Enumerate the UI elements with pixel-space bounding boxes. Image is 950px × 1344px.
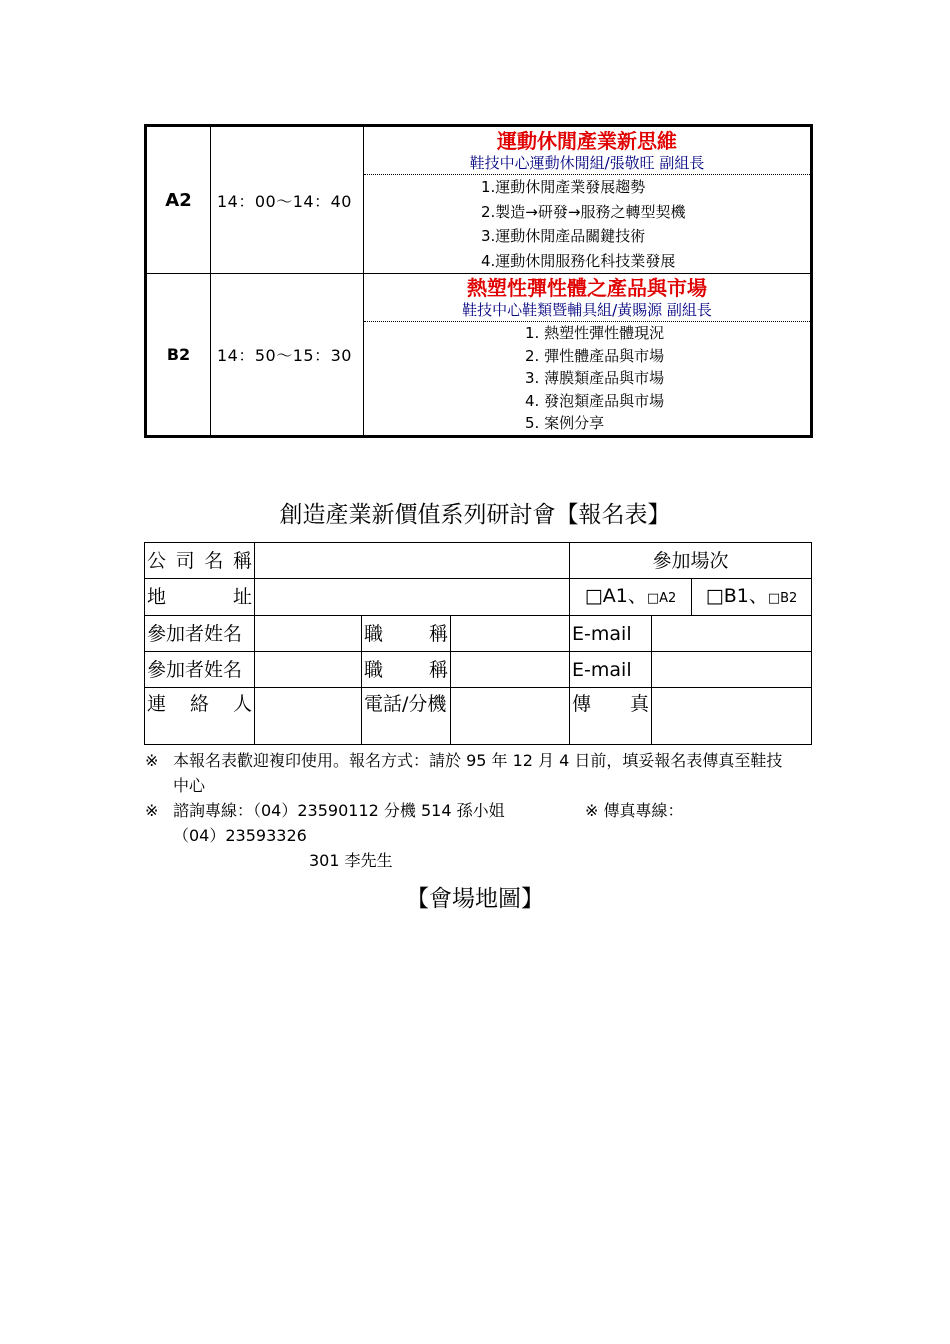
job-title-label: 職稱 bbox=[362, 652, 451, 688]
session-points bbox=[364, 175, 810, 273]
note-fax-number: （04）23593326 bbox=[173, 826, 307, 845]
session-a-options[interactable] bbox=[570, 579, 692, 616]
email-label: E-mail bbox=[570, 652, 652, 688]
participant-name-field[interactable] bbox=[255, 652, 362, 688]
session-b2-checkbox[interactable]: □B2 bbox=[767, 590, 798, 606]
form-row-company bbox=[145, 543, 812, 579]
note-fax-label: ※ 傳真專線： bbox=[585, 801, 684, 820]
form-row-participant-1 bbox=[145, 616, 812, 652]
form-row-contact bbox=[145, 688, 812, 745]
company-label: 公司名稱 bbox=[145, 543, 255, 579]
session-a2-checkbox[interactable]: □A2 bbox=[646, 590, 677, 606]
session-row-a2 bbox=[146, 126, 812, 274]
note-mark: ※ bbox=[145, 801, 159, 820]
fax-field[interactable] bbox=[652, 688, 812, 745]
session-topic bbox=[364, 274, 812, 437]
fax-label: 傳真 bbox=[570, 688, 652, 745]
note-registration: 本報名表歡迎複印使用。報名方式：請於 95 年 12 月 4 日前，填妥報名表傳真至鞋技 bbox=[173, 751, 783, 770]
session-topic bbox=[364, 126, 812, 274]
email-field[interactable] bbox=[652, 616, 812, 652]
session-time: 14：50～15：30 bbox=[211, 274, 364, 437]
note-inquiry: 諮詢專線：（04）23590112 分機 514 孫小姐 bbox=[173, 801, 505, 820]
session-point: 4.運動休閒服務化科技業發展 bbox=[481, 251, 676, 270]
job-title-field[interactable] bbox=[451, 652, 570, 688]
session-header: 參加場次 bbox=[570, 543, 812, 579]
session-code: A2 bbox=[146, 126, 211, 274]
session-point: 3. 薄膜類產品與市場 bbox=[525, 369, 665, 387]
phone-label: 電話/分機 bbox=[362, 688, 451, 745]
job-title-label: 職稱 bbox=[362, 616, 451, 652]
session-time: 14：00～14：40 bbox=[211, 126, 364, 274]
participant-name-field[interactable] bbox=[255, 616, 362, 652]
session-point: 2. 彈性體產品與市場 bbox=[525, 346, 665, 365]
schedule-table bbox=[144, 124, 813, 438]
session-title: 運動休閒產業新思維 bbox=[497, 129, 677, 153]
contact-label: 連絡人 bbox=[145, 688, 255, 745]
session-speaker: 鞋技中心運動休閒組/張敬旺 副組長 bbox=[364, 154, 810, 175]
session-speaker: 鞋技中心鞋類暨輔具組/黃賜源 副組長 bbox=[364, 301, 810, 322]
form-row-participant-2 bbox=[145, 652, 812, 688]
map-title: 【會場地圖】 bbox=[406, 886, 544, 912]
session-b-options[interactable] bbox=[692, 579, 812, 616]
participant-label: 參加者姓名 bbox=[145, 616, 255, 652]
email-label: E-mail bbox=[570, 616, 652, 652]
form-row-address bbox=[145, 579, 812, 616]
session-row-b2 bbox=[146, 274, 812, 437]
address-label: 地址 bbox=[145, 579, 255, 616]
session-points bbox=[364, 322, 810, 435]
note-mark: ※ bbox=[145, 751, 159, 770]
participant-label: 參加者姓名 bbox=[145, 652, 255, 688]
session-b1-checkbox[interactable]: □B1、 bbox=[705, 584, 768, 607]
contact-field[interactable] bbox=[255, 688, 362, 745]
session-point: 4. 發泡類產品與市場 bbox=[525, 391, 665, 410]
session-point: 2.製造→研發→服務之轉型契機 bbox=[481, 202, 686, 221]
session-code: B2 bbox=[146, 274, 211, 437]
company-field[interactable] bbox=[255, 543, 570, 579]
form-title: 創造產業新價值系列研討會【報名表】 bbox=[279, 502, 671, 528]
note-registration-cont: 中心 bbox=[173, 776, 206, 795]
job-title-field[interactable] bbox=[451, 616, 570, 652]
phone-field[interactable] bbox=[451, 688, 570, 745]
session-point: 1. 熱塑性彈性體現況 bbox=[525, 324, 665, 342]
session-title: 熱塑性彈性體之產品與市場 bbox=[467, 276, 707, 300]
session-a1-checkbox[interactable]: □A1、 bbox=[584, 584, 647, 607]
email-field[interactable] bbox=[652, 652, 812, 688]
registration-form bbox=[144, 542, 812, 745]
address-field[interactable] bbox=[255, 579, 570, 616]
note-extension: 301 李先生 bbox=[309, 851, 393, 870]
session-point: 1.運動休閒產業發展趨勢 bbox=[481, 178, 646, 196]
session-point: 3.運動休閒產品關鍵技術 bbox=[481, 227, 646, 245]
session-point: 5. 案例分享 bbox=[525, 414, 605, 432]
